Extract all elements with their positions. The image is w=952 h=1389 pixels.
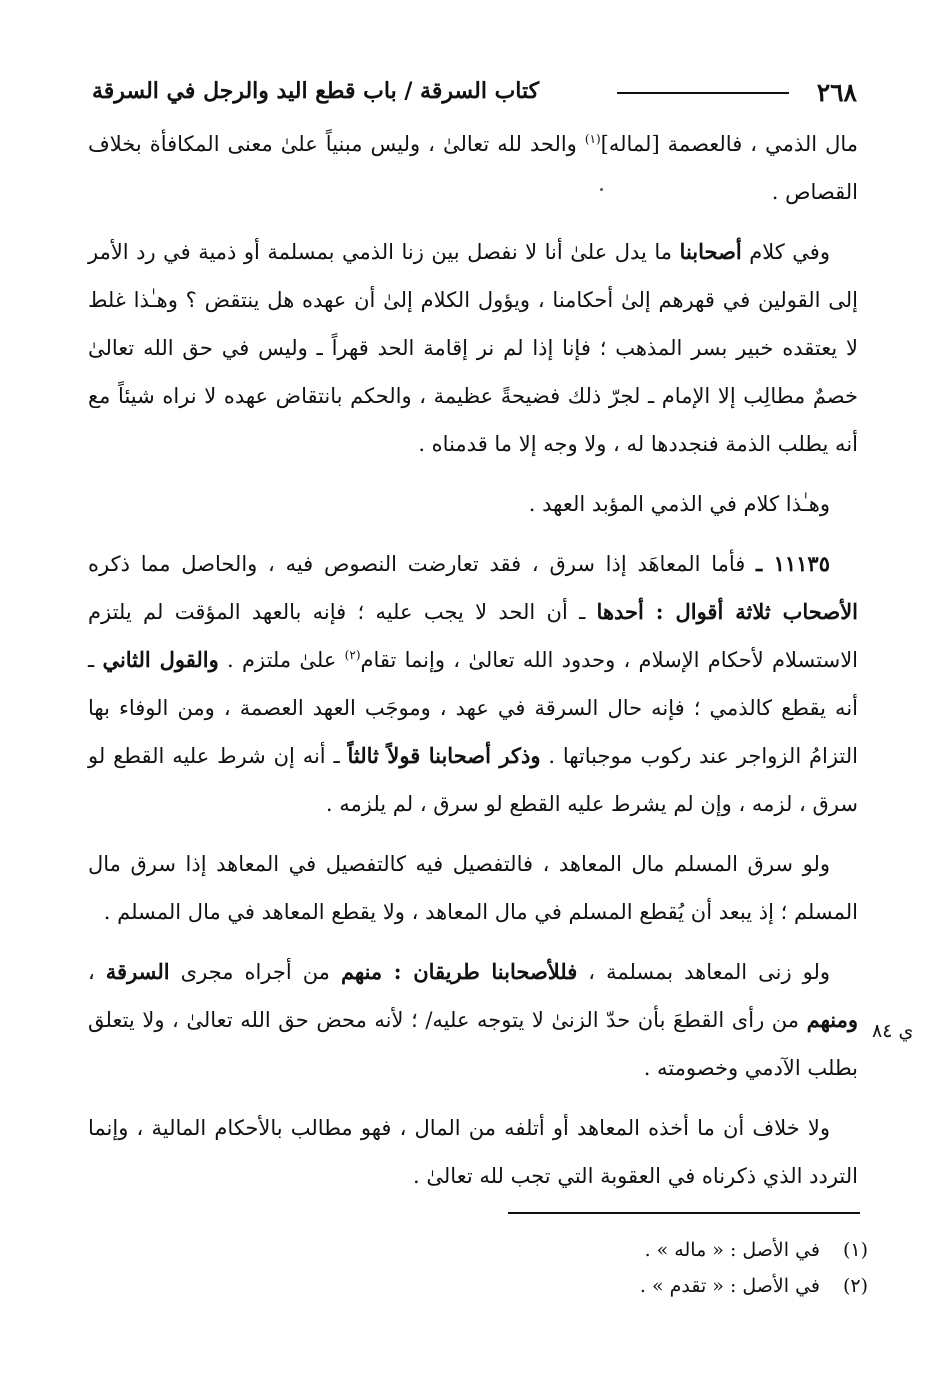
- page-number: ٢٦٨: [816, 78, 857, 107]
- text-segment: مال الذمي ، فالعصمة [لماله]: [600, 132, 859, 156]
- page-header: [92, 76, 857, 114]
- scan-speck: [600, 188, 603, 191]
- paragraph: [88, 1104, 858, 1200]
- text-segment: من أجراه مجرى: [169, 960, 341, 984]
- footnote-number: (١): [842, 1239, 868, 1261]
- bold-text: ومنهم: [806, 1007, 858, 1032]
- footnote-marker: (٢): [344, 648, 361, 662]
- text-segment: فأما المعاهَد إذا سرق ، فقد تعارضت النصوص فيه ، والحاصل مما ذكره: [88, 552, 757, 576]
- text-segment: ،: [88, 960, 106, 984]
- paragraph: [88, 840, 858, 936]
- bold-text: فللأصحابنا طريقان : منهم: [340, 959, 578, 984]
- text-segment: ما يدل علىٰ أنا لا نفصل بين زنا الذمي بمسلمة أو ذمية في رد الأمر إلى القولين في قهرهم إلىٰ أحكامنا ، ويؤول الكلام إلىٰ أن عهده هل ينتقض ؟ وهـٰذا غلط لا يعتقده خبير بسر المذهب ؛ فإنا إذا لم نر إقامة الحد قهراً ـ وليس في حق الله تعالىٰ خصمٌ مطالِب إلا الإمام ـ لجرّ ذلك فضيحةً عظيمة ، والحكم بانتقاض عهده لا نراه شيئاً مع أنه يطلب الذمة فنجددها له ، ولا وجه إلا ما قدمناه .: [88, 240, 859, 456]
- main-text: [88, 120, 858, 1212]
- text-segment: وهـٰذا كلام في الذمي المؤبد العهد .: [528, 492, 830, 516]
- footnote-marker: (١): [584, 132, 601, 146]
- bold-text: ١١١٣٥ ـ: [756, 551, 830, 576]
- text-segment: ولو زنى المعاهد بمسلمة ،: [577, 960, 831, 984]
- footnotes: [300, 1232, 868, 1304]
- footnote: [300, 1268, 868, 1304]
- text-segment: ولا خلاف أن ما أخذه المعاهد أو أتلفه من المال ، فهو مطالب بالأحكام المالية ، وإنما التردد الذي ذكرناه في العقوبة التي تجب لله تعالىٰ .: [88, 1116, 858, 1188]
- bold-text: والقول الثاني: [102, 647, 219, 672]
- paragraph: [88, 120, 858, 216]
- footnote-text: في الأصل : « تقدم » .: [639, 1275, 820, 1297]
- header-rule: [617, 92, 789, 94]
- text-segment: ـ أنه يقطع كالذمي ؛ فإنه حال السرقة في عهد ، وموجَب العهد العصمة ، ومن الوفاء بها التزامُ الزواجر عند ركوب موجباتها .: [88, 648, 859, 768]
- text-segment: وفي كلام: [741, 240, 830, 264]
- footnote: [300, 1232, 868, 1268]
- footnote-text: في الأصل : « ماله » .: [644, 1239, 820, 1261]
- bold-text: الأصحاب ثلاثة أقوال : أحدها: [596, 599, 859, 624]
- paragraph: [88, 540, 858, 828]
- text-segment: علىٰ ملتزم .: [218, 648, 345, 672]
- text-segment: ـ أن الحد لا يجب عليه ؛ فإنه بالعهد المؤقت لم يلتزم الاستسلام لأحكام الإسلام ، وحدود الله تعالىٰ ، وإنما تقام: [88, 600, 859, 672]
- footnote-rule: [508, 1212, 860, 1214]
- text-segment: من رأى القطعَ بأن حدّ الزنىٰ لا يتوجه عليه/ ؛ لأنه محض حق الله تعالىٰ ، ولا يتعلق بطلب الآدمي وخصومته .: [88, 1008, 858, 1080]
- running-title: كتاب السرقة / باب قطع اليد والرجل في السرقة: [92, 78, 540, 104]
- bold-text: السرقة: [105, 959, 170, 984]
- paragraph: [88, 948, 858, 1092]
- paragraph: [88, 228, 858, 468]
- text-segment: ـ أنه إن شرط عليه القطع لو سرق ، لزمه ، وإن لم يشرط عليه القطع لو سرق ، لم يلزمه .: [88, 744, 858, 816]
- text-segment: والحد لله تعالىٰ ، وليس مبنياً علىٰ معنى المكافأة بخلاف القصاص .: [88, 132, 858, 204]
- margin-reference: ي ٨٤: [872, 1020, 914, 1042]
- text-segment: ولو سرق المسلم مال المعاهد ، فالتفصيل فيه كالتفصيل في المعاهد إذا سرق مال المسلم ؛ إذ يبعد أن يُقطع المسلم في مال المعاهد ، ولا يقطع المعاهد في مال المسلم .: [88, 852, 858, 924]
- paragraph: [88, 480, 858, 528]
- bold-text: أصحابنا: [679, 239, 742, 264]
- footnote-number: (٢): [842, 1275, 868, 1297]
- bold-text: وذكر أصحابنا قولاً ثالثاً: [347, 743, 541, 768]
